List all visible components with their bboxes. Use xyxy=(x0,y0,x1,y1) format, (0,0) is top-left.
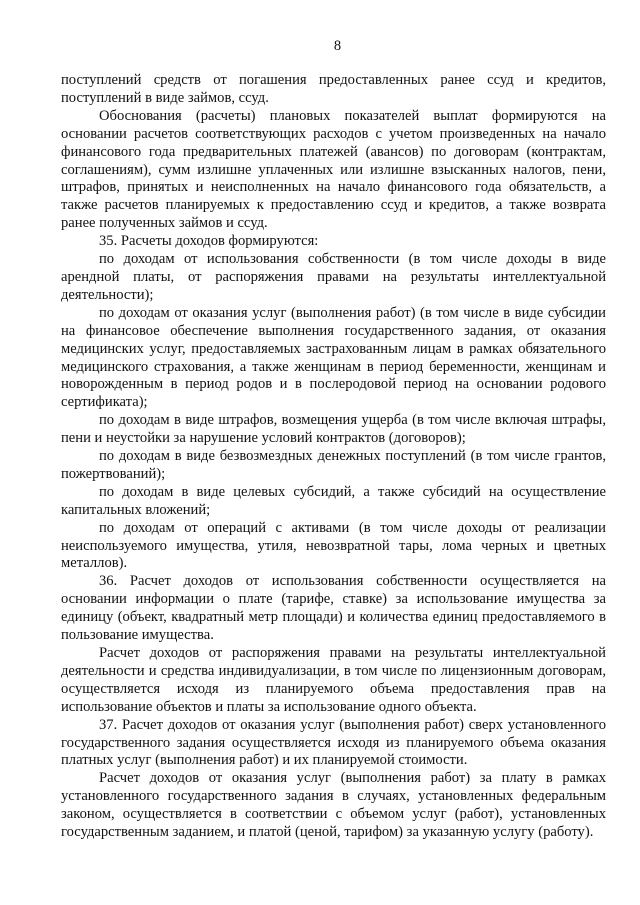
paragraph-7: по доходам в виде безвозмездных денежных поступлений (в том числе грантов, пожертвований); xyxy=(61,448,606,482)
paragraph-5: по доходам от оказания услуг (выполнения работ) (в том числе в виде субсидии на финансовое обеспечение выполнения государственного задания, от оказания медицинских услуг, предоставляемых застрахованным лицам в рамках обязательного медицинского страхования, а также женщинам в период беременности, женщинам и новорожденным в период родов и в послеродовой период на основании родового сертификата); xyxy=(61,304,606,411)
paragraph-6: по доходам в виде штрафов, возмещения ущерба (в том числе включая штрафы, пени и неустойки за нарушение условий контрактов (договоров); xyxy=(61,412,606,447)
paragraph-12: 37. Расчет доходов от оказания услуг (выполнения работ) сверх установленного государственного задания осуществляется исходя из планируемого объема оказания платных услуг (выполнения работ) и их планируемой стоимости. xyxy=(61,716,606,769)
paragraph-1: поступлений средств от погашения предоставленных ранее ссуд и кредитов, поступлений в виде займов, ссуд. xyxy=(61,72,606,106)
paragraph-8: по доходам в виде целевых субсидий, а также субсидий на осуществление капитальных вложений; xyxy=(61,483,606,518)
paragraph-4: по доходам от использования собственности (в том числе доходы в виде арендной платы, от распоряжения правами на результаты интеллектуальной деятельности); xyxy=(61,251,606,303)
paragraph-9: по доходам от операций с активами (в том числе доходы от реализации неиспользуемого имущества, утиля, невозвратной тары, лома черных и цветных металлов). xyxy=(61,519,606,572)
paragraph-11: Расчет доходов от распоряжения правами на результаты интеллектуальной деятельности и средства индивидуализации, в том числе по лицензионным договорам, осуществляется исходя из планируемого объема предоставления прав на использование объектов и платы за использование одного объекта. xyxy=(61,645,606,715)
paragraph-2: Обоснования (расчеты) плановых показателей выплат формируются на основании расчетов соответствующих расходов с учетом произведенных на начало финансового года предварительных платежей (авансов) по договорам (контрактам, соглашениям), сумм излишне уплаченных или излишне взысканных налогов, пени, штрафов, принятых и неисполненных на начало финансового года обязательств, а также расчетов планируемых к предоставлению ссуд и кредитов, а также возврата ранее полученных займов и ссуд. xyxy=(61,107,606,232)
paragraph-3: 35. Расчеты доходов формируются: xyxy=(99,233,319,250)
paragraph-13: Расчет доходов от оказания услуг (выполнения работ) за плату в рамках установленного государственного задания в случаях, установленных федеральным законом, осуществляется в соответствии с объемом услуг (работ), установленных государственным заданием, и платой (ценой, тарифом) за указанную услугу (работу). xyxy=(61,770,606,841)
paragraph-10: 36. Расчет доходов от использования собственности осуществляется на основании информации о плате (тарифе, ставке) за использование имущества за единицу (объект, квадратный метр площади) и количества единиц предоставляемого в пользование имущества. xyxy=(61,573,606,644)
page-number: 8 xyxy=(333,38,342,54)
